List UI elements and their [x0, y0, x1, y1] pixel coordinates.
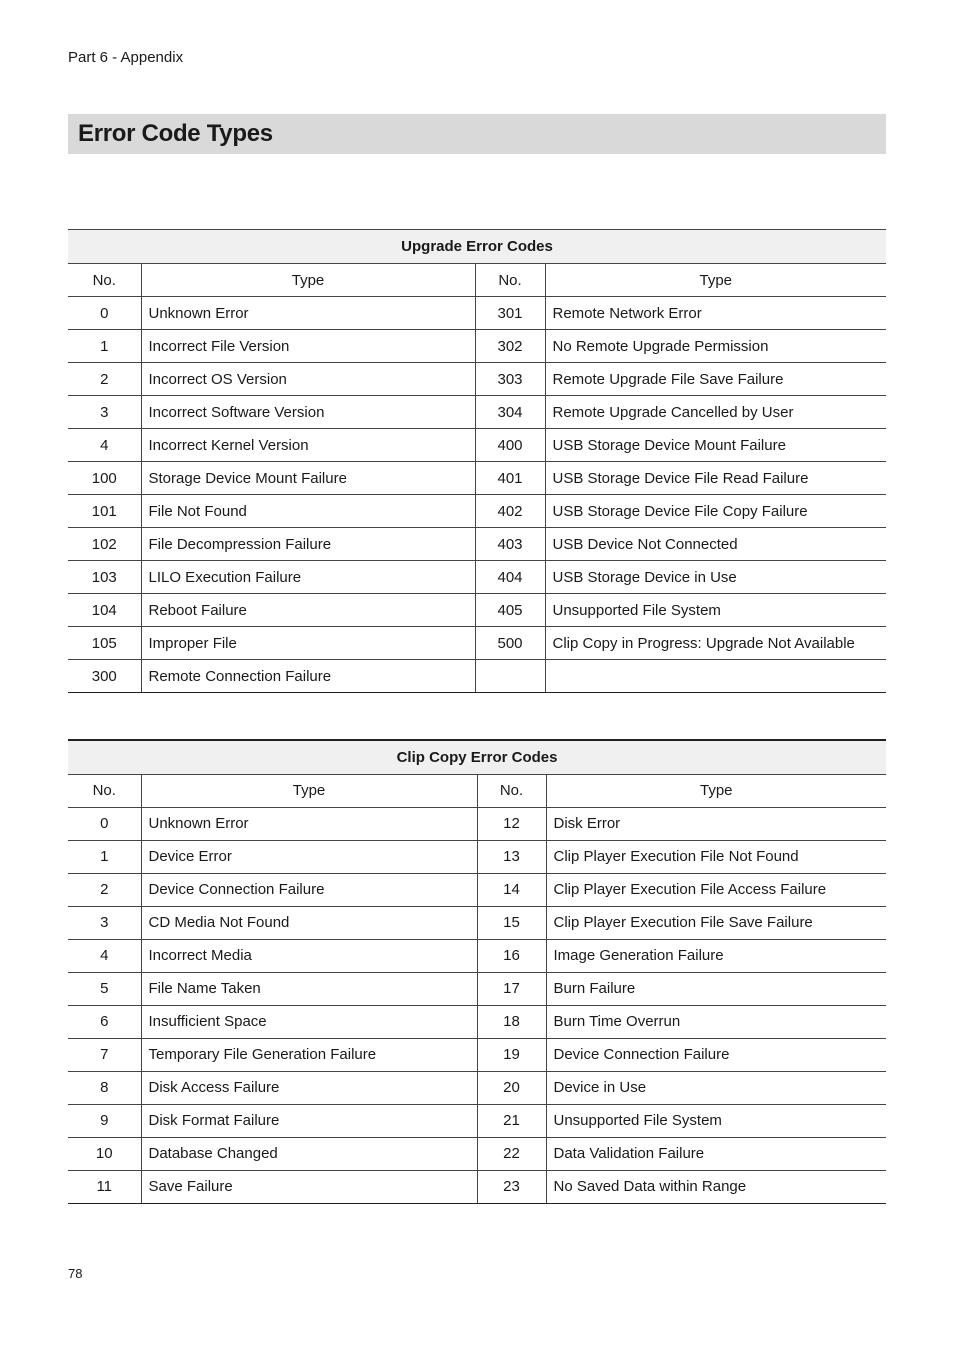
error-code-type: Clip Player Execution File Save Failure: [546, 906, 886, 939]
table-row: [68, 1005, 886, 1038]
table-row: [68, 462, 886, 495]
error-code-number: 13: [477, 840, 546, 873]
error-code-number: 304: [475, 396, 545, 429]
table-row: [68, 330, 886, 363]
error-code-type: Device Connection Failure: [141, 873, 477, 906]
error-code-number: 402: [475, 495, 545, 528]
error-code-number: 104: [68, 594, 141, 627]
error-code-number: 302: [475, 330, 545, 363]
error-code-number: 10: [68, 1137, 141, 1170]
error-code-type: Database Changed: [141, 1137, 477, 1170]
error-code-type: Remote Upgrade File Save Failure: [545, 363, 886, 396]
table-row: [68, 495, 886, 528]
error-code-number: 12: [477, 807, 546, 840]
error-code-number: 8: [68, 1071, 141, 1104]
error-code-type: Clip Player Execution File Access Failure: [546, 873, 886, 906]
error-code-type: Incorrect Kernel Version: [141, 429, 475, 462]
error-code-type: Remote Connection Failure: [141, 660, 475, 693]
error-code-number: 0: [68, 807, 141, 840]
error-code-type: Incorrect File Version: [141, 330, 475, 363]
error-code-number: 23: [477, 1170, 546, 1203]
error-code-type: No Saved Data within Range: [546, 1170, 886, 1203]
error-code-type: File Name Taken: [141, 972, 477, 1005]
error-code-number: 105: [68, 627, 141, 660]
table-row: [68, 807, 886, 840]
error-code-type: Burn Time Overrun: [546, 1005, 886, 1038]
column-header-no: No.: [475, 264, 545, 297]
error-code-type: Unsupported File System: [545, 594, 886, 627]
error-code-number: 100: [68, 462, 141, 495]
error-code-number: 0: [68, 297, 141, 330]
error-code-number: 7: [68, 1038, 141, 1071]
error-code-number: 22: [477, 1137, 546, 1170]
error-code-number: 3: [68, 906, 141, 939]
table-row: [68, 873, 886, 906]
column-header-type: Type: [141, 774, 477, 807]
column-header-type: Type: [546, 774, 886, 807]
error-code-number: 6: [68, 1005, 141, 1038]
upgrade-error-codes-table: [68, 229, 886, 693]
column-header-type: Type: [545, 264, 886, 297]
error-code-type: Improper File: [141, 627, 475, 660]
error-code-number: 21: [477, 1104, 546, 1137]
error-code-number: 9: [68, 1104, 141, 1137]
error-code-number: [475, 660, 545, 693]
error-code-number: 3: [68, 396, 141, 429]
error-code-number: 405: [475, 594, 545, 627]
error-code-type: Clip Copy in Progress: Upgrade Not Available: [545, 627, 886, 660]
table-row: [68, 594, 886, 627]
running-header: Part 6 - Appendix: [68, 49, 184, 66]
table-caption: Upgrade Error Codes: [68, 230, 886, 264]
error-code-number: 4: [68, 939, 141, 972]
error-code-number: 404: [475, 561, 545, 594]
error-code-number: 20: [477, 1071, 546, 1104]
error-code-number: 102: [68, 528, 141, 561]
error-code-type: USB Storage Device File Copy Failure: [545, 495, 886, 528]
table-row: [68, 1170, 886, 1203]
error-code-number: 11: [68, 1170, 141, 1203]
table-row: [68, 660, 886, 693]
error-code-number: 4: [68, 429, 141, 462]
table-row: [68, 1104, 886, 1137]
error-code-type: Save Failure: [141, 1170, 477, 1203]
error-code-type: USB Storage Device in Use: [545, 561, 886, 594]
error-code-number: 301: [475, 297, 545, 330]
error-code-type: Incorrect Media: [141, 939, 477, 972]
error-code-type: Disk Access Failure: [141, 1071, 477, 1104]
error-code-type: Device Error: [141, 840, 477, 873]
error-code-type: Unsupported File System: [546, 1104, 886, 1137]
column-header-no: No.: [68, 774, 141, 807]
error-code-type: Data Validation Failure: [546, 1137, 886, 1170]
error-code-type: Burn Failure: [546, 972, 886, 1005]
error-code-number: 15: [477, 906, 546, 939]
table-row: [68, 396, 886, 429]
error-code-type: Device Connection Failure: [546, 1038, 886, 1071]
table-row: [68, 972, 886, 1005]
table-row: [68, 528, 886, 561]
error-code-number: 5: [68, 972, 141, 1005]
table-caption: Clip Copy Error Codes: [68, 740, 886, 774]
column-header-no: No.: [477, 774, 546, 807]
table-row: [68, 363, 886, 396]
error-code-number: 103: [68, 561, 141, 594]
table-row: [68, 561, 886, 594]
error-code-number: 2: [68, 363, 141, 396]
error-code-number: 14: [477, 873, 546, 906]
table-row: [68, 297, 886, 330]
table-row: [68, 1038, 886, 1071]
error-code-number: 400: [475, 429, 545, 462]
error-code-number: 1: [68, 330, 141, 363]
section-title-bar: [68, 114, 886, 154]
error-code-number: 1: [68, 840, 141, 873]
table-row: [68, 906, 886, 939]
error-code-number: 303: [475, 363, 545, 396]
error-code-type: CD Media Not Found: [141, 906, 477, 939]
error-code-number: 401: [475, 462, 545, 495]
table-row: [68, 939, 886, 972]
error-code-type: Incorrect OS Version: [141, 363, 475, 396]
error-code-type: File Decompression Failure: [141, 528, 475, 561]
error-code-number: 2: [68, 873, 141, 906]
error-code-number: 500: [475, 627, 545, 660]
error-code-type: Storage Device Mount Failure: [141, 462, 475, 495]
table-row: [68, 1071, 886, 1104]
page-number: 78: [68, 1266, 83, 1281]
error-code-number: 16: [477, 939, 546, 972]
error-code-type: No Remote Upgrade Permission: [545, 330, 886, 363]
table-row: [68, 627, 886, 660]
error-code-number: 300: [68, 660, 141, 693]
error-code-type: Incorrect Software Version: [141, 396, 475, 429]
error-code-type: Remote Network Error: [545, 297, 886, 330]
section-title: Error Code Types: [78, 120, 273, 147]
error-code-type: Unknown Error: [141, 807, 477, 840]
error-code-number: 19: [477, 1038, 546, 1071]
error-code-type: Unknown Error: [141, 297, 475, 330]
clip-copy-error-codes-table: [68, 739, 886, 1204]
table-row: [68, 840, 886, 873]
column-header-no: No.: [68, 264, 141, 297]
error-code-number: 18: [477, 1005, 546, 1038]
error-code-type: Temporary File Generation Failure: [141, 1038, 477, 1071]
error-code-type: Insufficient Space: [141, 1005, 477, 1038]
error-code-type: Device in Use: [546, 1071, 886, 1104]
table-row: [68, 429, 886, 462]
error-code-type: LILO Execution Failure: [141, 561, 475, 594]
error-code-type: Reboot Failure: [141, 594, 475, 627]
error-code-number: 101: [68, 495, 141, 528]
error-code-type: USB Storage Device File Read Failure: [545, 462, 886, 495]
error-code-number: 403: [475, 528, 545, 561]
table-row: [68, 1137, 886, 1170]
error-code-type: USB Device Not Connected: [545, 528, 886, 561]
column-header-type: Type: [141, 264, 475, 297]
error-code-type: File Not Found: [141, 495, 475, 528]
error-code-type: Image Generation Failure: [546, 939, 886, 972]
error-code-type: Remote Upgrade Cancelled by User: [545, 396, 886, 429]
error-code-type: Disk Format Failure: [141, 1104, 477, 1137]
error-code-type: Disk Error: [546, 807, 886, 840]
error-code-type: USB Storage Device Mount Failure: [545, 429, 886, 462]
error-code-type: Clip Player Execution File Not Found: [546, 840, 886, 873]
error-code-number: 17: [477, 972, 546, 1005]
error-code-type: [545, 660, 886, 693]
